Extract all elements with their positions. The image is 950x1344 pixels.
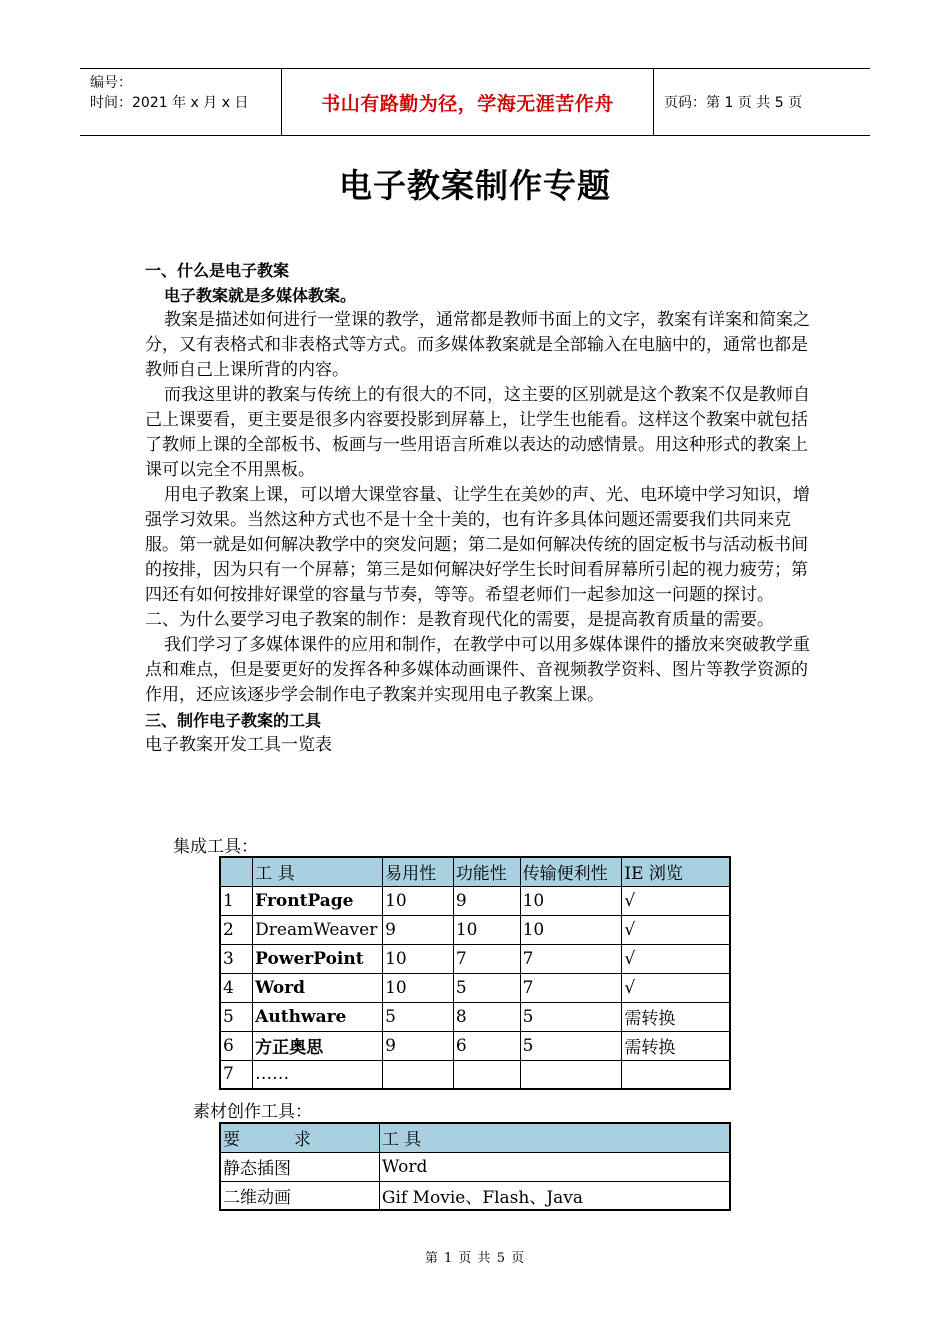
table-cell: DreamWeaver	[253, 915, 383, 944]
table-cell: 3	[220, 944, 253, 973]
doc-number-label: 编号：	[90, 75, 132, 91]
table-cell: √	[622, 944, 730, 973]
table-cell: 需转换	[622, 1002, 730, 1031]
table-cell: 9	[453, 886, 520, 915]
table-cell: 10	[453, 915, 520, 944]
table-cell: Gif Movie、Flash、Java	[379, 1181, 730, 1210]
table-cell: √	[622, 915, 730, 944]
table-header-cell: 要 求	[220, 1123, 379, 1152]
table-row	[220, 1060, 730, 1089]
table-cell: FrontPage	[253, 886, 383, 915]
table-row	[220, 1002, 730, 1031]
table-cell	[383, 1060, 454, 1089]
table-cell: 5	[520, 1002, 622, 1031]
table-row	[220, 973, 730, 1002]
table-cell	[453, 1060, 520, 1089]
page-header	[80, 68, 870, 136]
table-cell: 5	[383, 1002, 454, 1031]
document-body	[145, 258, 810, 758]
table-row	[220, 944, 730, 973]
table-cell: 10	[383, 944, 454, 973]
table-cell: 需转换	[622, 1031, 730, 1060]
table-cell: 7	[520, 944, 622, 973]
table-cell: 4	[220, 973, 253, 1002]
paragraph-1: 教案是描述如何进行一堂课的教学，通常都是教师书面上的文字，教案有详案和简案之分，又有表格式和非表格式等方式。而多媒体教案就是全部输入在电脑中的，通常也都是教师自己上课所背的内容。	[145, 310, 810, 380]
doc-time-label: 时间：2021 年 x 月 x 日	[90, 95, 249, 111]
section-1-heading: 一、什么是电子教案	[145, 261, 290, 280]
table-cell: 8	[453, 1002, 520, 1031]
table-cell: Word	[379, 1152, 730, 1181]
table-header-cell: IE 浏览	[622, 857, 730, 886]
document-title: 电子教案制作专题	[339, 166, 611, 205]
table-cell: 2	[220, 915, 253, 944]
table-cell: Word	[253, 973, 383, 1002]
table-cell: ……	[253, 1060, 383, 1089]
table-cell: 9	[383, 915, 454, 944]
table-cell	[622, 1060, 730, 1089]
table-header-cell: 工 具	[379, 1123, 730, 1152]
table-cell: 10	[520, 915, 622, 944]
table-header-cell: 易用性	[383, 857, 454, 886]
table-cell: 10	[383, 886, 454, 915]
header-page-label: 页码：第 1 页 共 5 页	[664, 95, 803, 111]
table-cell: 静态插图	[220, 1152, 379, 1181]
table-cell: 6	[220, 1031, 253, 1060]
table-row	[220, 915, 730, 944]
table-header-row	[220, 857, 730, 886]
material-tools-table	[219, 1122, 731, 1211]
page-footer: 第 1 页 共 5 页	[424, 1251, 526, 1266]
table-row	[220, 886, 730, 915]
table-row	[220, 1181, 730, 1210]
section-2-heading: 二、为什么要学习电子教案的制作：是教育现代化的需要，是提高教育质量的需要。	[145, 610, 774, 630]
table-header-cell: 传输便利性	[520, 857, 622, 886]
paragraph-4: 我们学习了多媒体课件的应用和制作，在教学中可以用多媒体课件的播放来突破教学重点和难点，但是要更好的发挥各种多媒体动画课件、音视频教学资料、图片等教学资源的作用，还应该逐步学会制作电子教案并实现用电子教案上课。	[145, 635, 810, 705]
table-cell: 5	[220, 1002, 253, 1031]
integrated-tools-label: 集成工具：	[173, 837, 258, 857]
table-cell: √	[622, 886, 730, 915]
material-tools-label: 素材创作工具：	[193, 1102, 312, 1122]
table-cell: 1	[220, 886, 253, 915]
header-meta	[80, 69, 282, 135]
table-cell: 二维动画	[220, 1181, 379, 1210]
table-cell: 6	[453, 1031, 520, 1060]
table-cell: PowerPoint	[253, 944, 383, 973]
table-cell: 7	[520, 973, 622, 1002]
table-header-cell: 工 具	[253, 857, 383, 886]
table-row	[220, 1031, 730, 1060]
paragraph-2: 而我这里讲的教案与传统上的有很大的不同，这主要的区别就是这个教案不仅是教师自己上课要看，更主要是很多内容要投影到屏幕上，让学生也能看。这样这个教案中就包括了教师上课的全部板书、板画与一些用语言所难以表达的动感情景。用这种形式的教案上课可以完全不用黑板。	[145, 385, 810, 480]
table-cell: 7	[453, 944, 520, 973]
table-header-row	[220, 1123, 730, 1152]
table-cell: 10	[383, 973, 454, 1002]
table-cell: 10	[520, 886, 622, 915]
table-row	[220, 1152, 730, 1181]
table-cell: 5	[453, 973, 520, 1002]
integrated-tools-table	[219, 856, 731, 1090]
table-cell: 5	[520, 1031, 622, 1060]
table-header-cell: 功能性	[453, 857, 520, 886]
table-header-cell	[220, 857, 253, 886]
header-motto: 书山有路勤为径，学海无涯苦作舟	[282, 69, 654, 135]
section-3-subheading: 电子教案开发工具一览表	[145, 735, 332, 755]
paragraph-3: 用电子教案上课，可以增大课堂容量、让学生在美妙的声、光、电环境中学习知识，增强学习效果。当然这种方式也不是十全十美的，也有许多具体问题还需要我们共同来克服。第一就是如何解决教学中的突发问题；第二是如何解决传统的固定板书与活动板书间的按排，因为只有一个屏幕；第三是如何解决好学生长时间看屏幕所引起的视力疲劳；第四还有如何按排好课堂的容量与节奏，等等。希望老师们一起参加这一问题的探讨。	[145, 485, 810, 605]
table-cell: 9	[383, 1031, 454, 1060]
table-cell: √	[622, 973, 730, 1002]
section-1-subheading: 电子教案就是多媒体教案。	[164, 286, 357, 305]
table-cell: 方正奥思	[253, 1031, 383, 1060]
table-cell	[520, 1060, 622, 1089]
section-3-heading: 三、制作电子教案的工具	[145, 711, 322, 730]
table-cell: Authware	[253, 1002, 383, 1031]
table-cell: 7	[220, 1060, 253, 1089]
